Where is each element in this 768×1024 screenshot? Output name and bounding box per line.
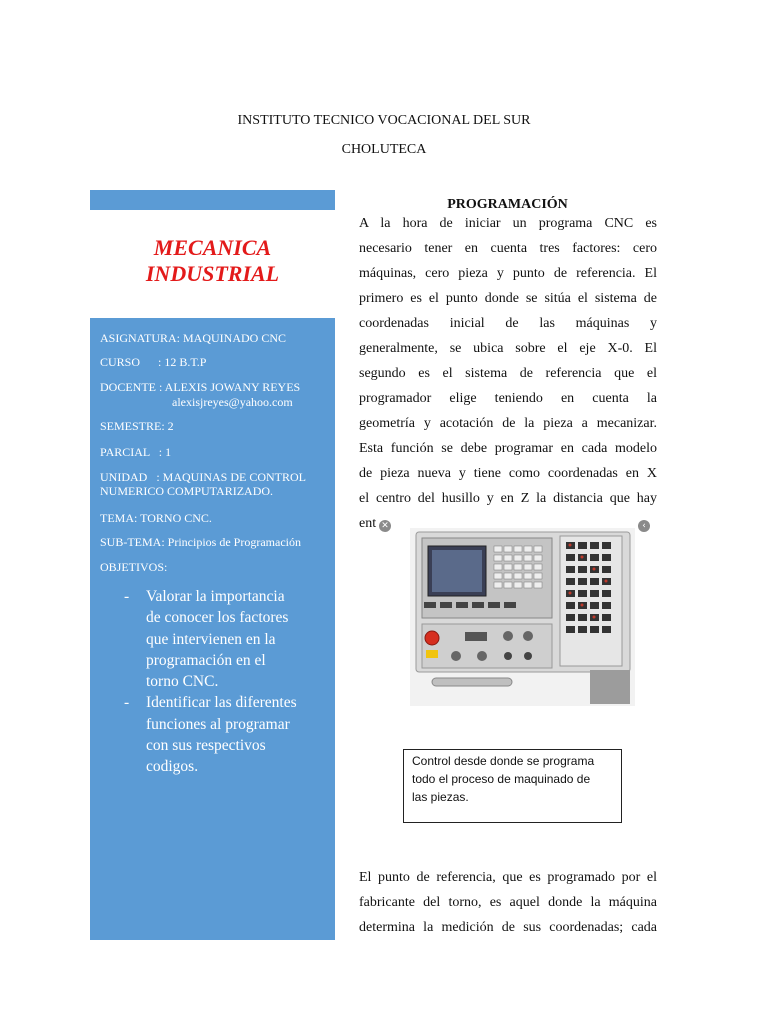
body-line-truncated: ent bbox=[359, 516, 377, 531]
body-line: programador elige teniendo en cuenta la bbox=[359, 391, 657, 406]
objective-line: Identificar las diferentes bbox=[146, 694, 297, 712]
city-title: CHOLUTECA bbox=[341, 142, 427, 157]
body-line: de pieza nueva y tiene como coordenadas en X bbox=[359, 466, 657, 481]
body-line: El punto de referencia, que es programado por el bbox=[359, 870, 657, 885]
objective-line: funciones al programar bbox=[146, 715, 290, 733]
chevron-left-icon[interactable]: ‹ bbox=[638, 520, 650, 532]
objective-line: de conocer los factores bbox=[146, 609, 289, 627]
body-line: coordenadas inicial de las máquinas y bbox=[359, 316, 657, 331]
semestre: SEMESTRE: 2 bbox=[100, 419, 174, 433]
image-caption bbox=[403, 749, 622, 823]
objective-line: que intervienen en la bbox=[146, 630, 276, 648]
objective-line: programación en el bbox=[146, 651, 266, 669]
body-line: generalmente, se ubica sobre el eje X-0. El bbox=[359, 341, 657, 356]
curso: CURSO : 12 B.T.P bbox=[100, 355, 207, 369]
objective-item bbox=[100, 586, 332, 692]
subtema: SUB-TEMA: Principios de Programación bbox=[100, 535, 301, 549]
caption-line: todo el proceso de maquinado de bbox=[412, 772, 591, 786]
objective-line: torno CNC. bbox=[146, 673, 219, 691]
bullet-dash: - bbox=[124, 694, 130, 712]
parcial: PARCIAL : 1 bbox=[100, 445, 172, 459]
body-line: segundo es el sistema de referencia que el bbox=[359, 366, 657, 381]
body-line: el centro del husillo y en Z la distancia que hay bbox=[359, 491, 657, 506]
unidad-line2: NUMERICO COMPUTARIZADO. bbox=[100, 484, 274, 498]
tema: TEMA: TORNO CNC. bbox=[100, 511, 212, 525]
docente: DOCENTE : ALEXIS JOWANY REYES bbox=[100, 380, 301, 394]
objetivos-label: OBJETIVOS: bbox=[100, 560, 168, 574]
body-line: necesario tener en cuenta tres factores: cero bbox=[359, 241, 657, 256]
course-title-line1: MECANICA bbox=[153, 235, 272, 260]
body-line: primero es el punto donde se sitúa el sistema de bbox=[359, 291, 657, 306]
course-title bbox=[90, 235, 335, 287]
bullet-dash: - bbox=[124, 588, 130, 605]
institution-title: INSTITUTO TECNICO VOCACIONAL DEL SUR bbox=[237, 113, 531, 128]
course-title-line2: INDUSTRIAL bbox=[145, 261, 280, 286]
objective-item bbox=[100, 692, 332, 777]
unidad-line1: UNIDAD : MAQUINAS DE CONTROL bbox=[100, 470, 306, 484]
close-icon[interactable]: ✕ bbox=[379, 520, 391, 532]
body-line: A la hora de iniciar un programa CNC es bbox=[359, 216, 657, 231]
objective-line: Valorar la importancia bbox=[146, 588, 285, 605]
body-line: máquinas, cero pieza y punto de referencia. El bbox=[359, 266, 657, 281]
course-info-panel bbox=[90, 318, 335, 940]
body-line: fabricante del torno, es aquel donde la máquina bbox=[359, 895, 657, 910]
objective-line: codigos. bbox=[146, 758, 199, 776]
objectives-list bbox=[100, 586, 332, 778]
body-line: determina la medición de sus coordenadas; cada bbox=[359, 920, 657, 935]
sidebar-top-bar bbox=[90, 190, 335, 210]
cnc-control-panel-image bbox=[410, 528, 635, 706]
body-line: geometría y acotación de la pieza a mecanizar. bbox=[359, 416, 657, 431]
section-title: PROGRAMACIÓN bbox=[447, 197, 568, 212]
caption-line: Control desde donde se programa bbox=[412, 754, 595, 768]
body-line: Esta función se debe programar en cada modelo bbox=[359, 441, 657, 456]
asignatura: ASIGNATURA: MAQUINADO CNC bbox=[100, 331, 287, 345]
docente-email: alexisjreyes@yahoo.com bbox=[172, 395, 293, 409]
caption-line: las piezas. bbox=[412, 790, 469, 804]
objective-line: con sus respectivos bbox=[146, 737, 266, 755]
